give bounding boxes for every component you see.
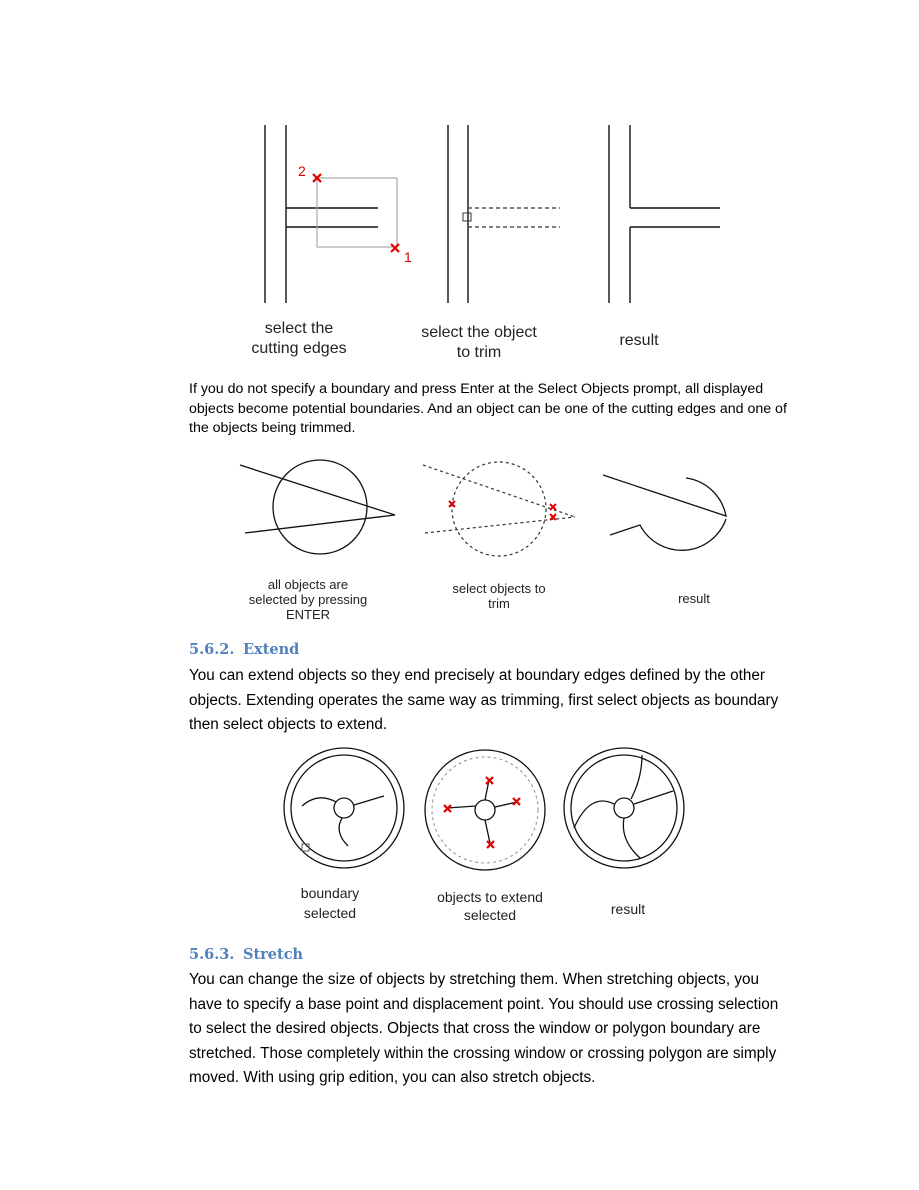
- caption: result: [619, 332, 659, 349]
- spoke: [354, 796, 384, 805]
- caption: selected: [303, 905, 357, 921]
- outer-circle: [425, 750, 545, 870]
- caption: selected by pressing: [248, 592, 368, 607]
- pick-marker: [449, 501, 556, 520]
- trimmed-shape: [603, 475, 726, 516]
- trim-circle-figure: [230, 455, 750, 630]
- caption: ENTER: [285, 607, 331, 622]
- caption: select the: [264, 320, 334, 337]
- caption: selected: [463, 907, 517, 923]
- hub-circle: [334, 798, 354, 818]
- spoke: [623, 818, 640, 858]
- outer-circle: [564, 748, 684, 868]
- spoke: [302, 798, 336, 806]
- section-number: 5.6.3.: [189, 946, 235, 963]
- caption: select the object: [421, 324, 537, 341]
- spoke: [634, 791, 673, 804]
- inner-circle: [291, 755, 397, 861]
- spoke: [339, 818, 348, 846]
- caption: result: [610, 901, 646, 917]
- line: [240, 465, 395, 515]
- spoke: [485, 820, 490, 843]
- caption: objects to extend: [437, 889, 543, 905]
- section-number: 5.6.2.: [189, 641, 235, 658]
- hub-circle: [475, 800, 495, 820]
- section-title: Extend: [243, 641, 300, 658]
- trim-note-paragraph: If you do not specify a boundary and press Enter at the Select Objects prompt, all displayed objects become potential boundaries. And an object can be one of the cutting edges and one of the objects being trimmed.: [189, 381, 787, 436]
- spoke: [574, 801, 614, 828]
- caption: result: [678, 591, 710, 606]
- pick-marker: [444, 777, 520, 848]
- trim-figure: [230, 115, 750, 365]
- pick-number: 1: [404, 249, 412, 265]
- pick-marker: [313, 174, 399, 252]
- caption: boundary: [300, 885, 360, 901]
- caption: to trim: [456, 344, 502, 361]
- pick-number: 2: [298, 163, 306, 179]
- extend-heading: [189, 641, 299, 658]
- caption: cutting edges: [251, 340, 347, 357]
- caption: trim: [488, 596, 510, 611]
- extend-figure: [270, 748, 700, 933]
- spoke: [631, 755, 642, 799]
- circle: [273, 460, 367, 554]
- spoke: [447, 806, 476, 808]
- hub-circle: [614, 798, 634, 818]
- selection-window: [317, 178, 397, 247]
- line: [245, 515, 395, 533]
- section-title: Stretch: [243, 946, 304, 963]
- caption: select objects to: [452, 581, 546, 596]
- extend-paragraph: You can extend objects so they end precisely at boundary edges defined by the other objects. Extending operates the same way as trimming, first select objects as boundary then select objects to extend.: [189, 667, 779, 734]
- stretch-paragraph: You can change the size of objects by stretching them. When stretching objects, you have to specify a base point and displacement point. You should use crossing selection to select the desired objects. Objects that cross the window or polygon boundary are stretched. Those completely within the crossing window or crossing polygon are simply moved. With using grip edition, you can also stretch objects.: [189, 971, 779, 1087]
- stretch-heading: [189, 946, 303, 963]
- caption: all objects are: [267, 577, 349, 592]
- pickbox: [463, 213, 471, 221]
- trimmed-shape: [610, 519, 726, 550]
